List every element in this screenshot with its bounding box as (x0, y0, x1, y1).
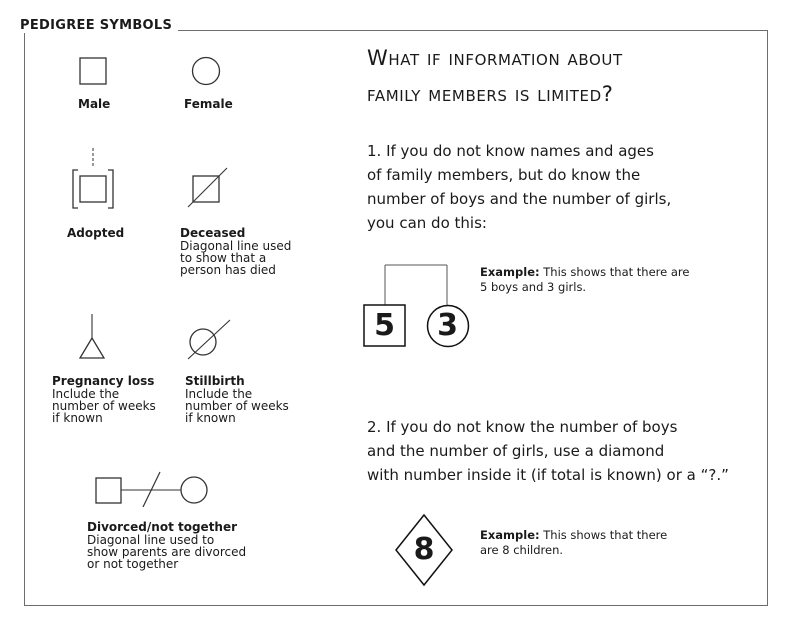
deceased-block (180, 226, 291, 276)
paragraph-1-line-2: of family members, but do know the (367, 166, 641, 184)
pregnancy-loss-desc-1: Include the (52, 387, 120, 401)
divorced-icon (96, 472, 207, 507)
pregnancy-loss-desc-2: number of weeks (52, 399, 156, 413)
stillbirth-desc-2: number of weeks (185, 399, 289, 413)
male-square-icon (80, 58, 106, 84)
male-label: Male (78, 97, 111, 111)
example-2-line-2: are 8 children. (480, 543, 564, 557)
divorced-desc-3: or not together (87, 557, 179, 571)
deceased-desc-1: Diagonal line used (180, 239, 292, 253)
paragraph-2 (367, 415, 729, 487)
heading-line-1: What if information about (367, 46, 623, 70)
stillbirth-desc-3: if known (185, 411, 236, 425)
deceased-label: Deceased (180, 226, 246, 240)
diamond-total: 8 (413, 532, 435, 567)
example-2-label: Example: (480, 528, 540, 542)
example-1-text (480, 265, 689, 295)
girls-count: 3 (437, 308, 458, 343)
example-1-label: Example: (480, 265, 540, 279)
divorced-desc-2: show parents are divorced (87, 545, 247, 559)
deceased-icon (188, 168, 227, 207)
example-1-line-2: 5 boys and 3 girls. (480, 280, 587, 294)
paragraph-2-line-3: with number inside it (if total is known) or a “?.” (367, 466, 729, 484)
paragraph-1-line-1: 1. If you do not know names and ages (367, 142, 654, 160)
paragraph-1 (367, 139, 671, 235)
stillbirth-icon (188, 320, 230, 359)
pregnancy-loss-label: Pregnancy loss (52, 374, 155, 388)
pregnancy-loss-block (52, 374, 156, 424)
adopted-icon (73, 148, 113, 208)
divorced-desc-1: Diagonal line used to (87, 533, 215, 547)
pregnancy-loss-desc-3: if known (52, 411, 103, 425)
divorced-block (87, 520, 246, 570)
section-label: PEDIGREE SYMBOLS (20, 18, 178, 33)
paragraph-1-line-4: you can do this: (367, 214, 487, 232)
paragraph-1-line-3: number of boys and the number of girls, (367, 190, 672, 208)
example-2-text (480, 528, 667, 558)
divorced-label: Divorced/not together (87, 520, 238, 534)
example-2-line-1: This shows that there (543, 528, 668, 542)
stillbirth-desc-1: Include the (185, 387, 253, 401)
pregnancy-loss-icon (80, 314, 104, 358)
adopted-label: Adopted (67, 226, 125, 240)
stillbirth-block (185, 374, 289, 424)
female-label: Female (184, 97, 233, 111)
deceased-desc-2: to show that a (180, 251, 267, 265)
heading-line-2: family members is limited? (367, 82, 614, 106)
deceased-desc-3: person has died (180, 263, 276, 277)
paragraph-2-line-2: and the number of girls, use a diamond (367, 442, 665, 460)
boys-count: 5 (374, 308, 395, 343)
paragraph-2-line-1: 2. If you do not know the number of boys (367, 418, 678, 436)
female-circle-icon (193, 58, 220, 85)
stillbirth-label: Stillbirth (185, 374, 245, 388)
example-1-line-1: This shows that there are (543, 265, 690, 279)
